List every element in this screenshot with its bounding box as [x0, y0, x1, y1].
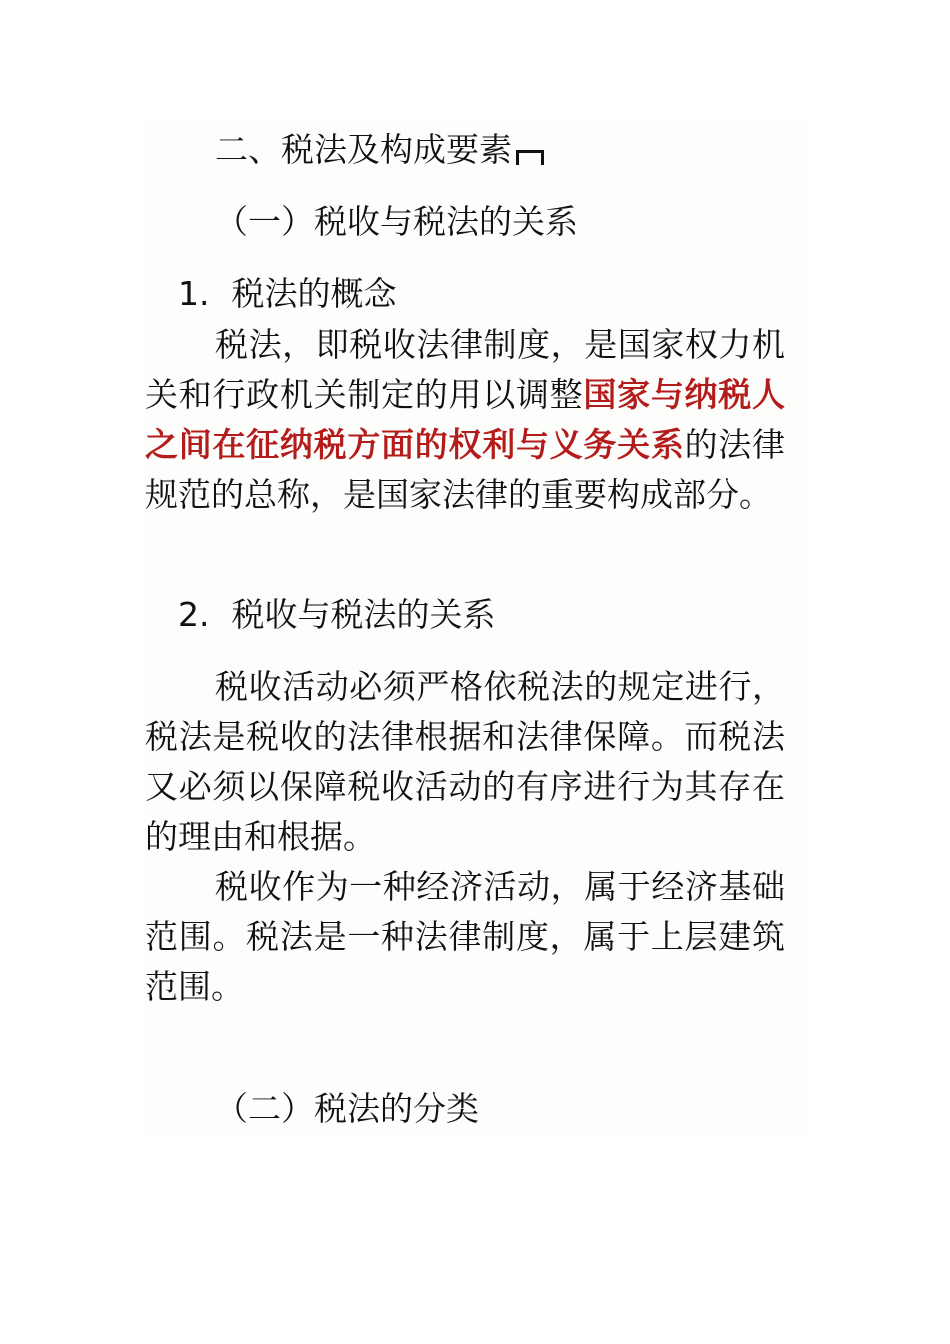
- subsection-heading-2: （二）税法的分类: [215, 1089, 479, 1128]
- paragraph-economic-base: 税收作为一种经济活动，属于经济基础范围。税法是一种法律制度，属于上层建筑范围。: [145, 867, 785, 1006]
- subsection-heading-1: （一）税收与税法的关系: [215, 202, 578, 241]
- paragraph-tax-law-concept: [145, 320, 785, 520]
- item-2-number: 2.: [178, 595, 210, 634]
- item-1-number: 1.: [178, 274, 210, 313]
- paragraph-1-before: 税法，即税收法律制度，是国家权力机关和行政机关制定的用以调整: [145, 325, 785, 414]
- text-cursor-mark: [516, 150, 544, 165]
- section-heading-text: 二、税法及构成要素: [215, 130, 512, 169]
- paragraph-1-highlight: 国家与纳税人之间在征纳税方面的权利与义务关系: [145, 375, 786, 464]
- paragraph-1-after: 的法律规范的总称，是国家法律的重要构成部分。: [145, 425, 786, 514]
- item-2-title: 税收与税法的关系: [231, 595, 496, 634]
- paragraph-tax-relationship: 税收活动必须严格依税法的规定进行，税法是税收的法律根据和法律保障。而税法又必须以保障税收活动的有序进行为其存在的理由和根据。: [145, 667, 785, 856]
- item-2-heading: [178, 590, 496, 640]
- item-1-title: 税法的概念: [231, 274, 397, 313]
- section-heading: [215, 125, 544, 175]
- item-1-heading: [178, 269, 397, 319]
